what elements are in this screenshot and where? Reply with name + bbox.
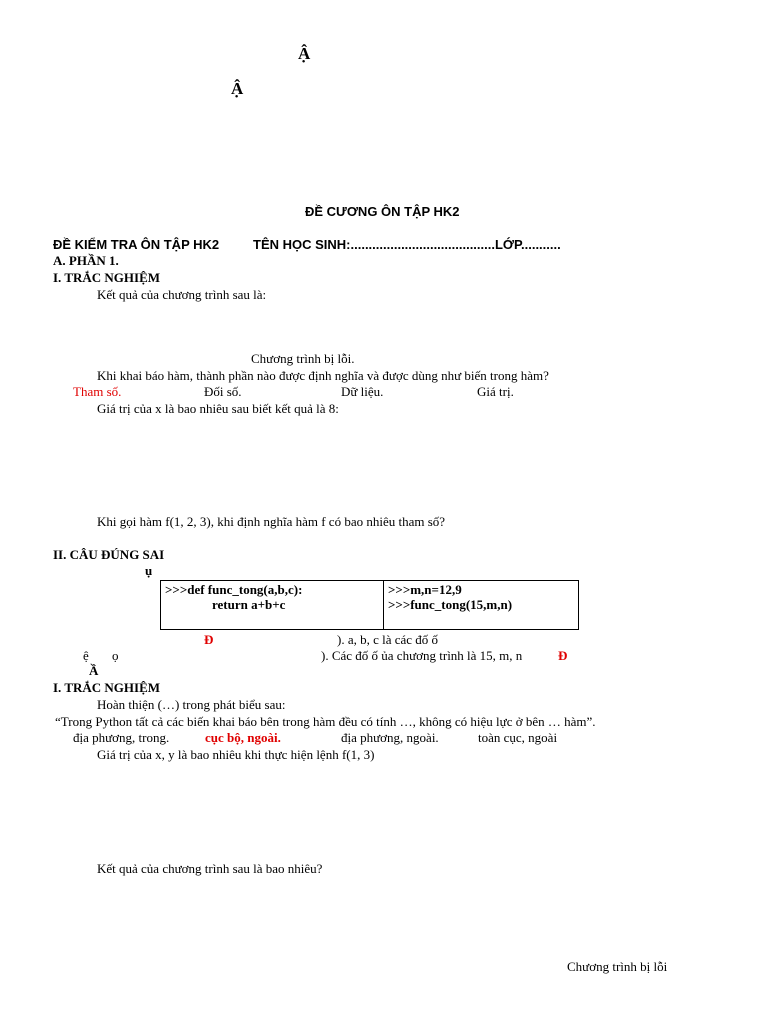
header-mark-second: Ậ — [231, 79, 244, 98]
header-mark-top: Ậ — [298, 44, 311, 63]
student-name-line: TÊN HỌC SINH:........................................LỚP........... — [253, 237, 561, 252]
exam-name: ĐỀ KIỂM TRA ÔN TẬP HK2 — [53, 237, 220, 252]
section3-q1-option-c: địa phương, ngoài. — [341, 730, 439, 745]
section1-heading: I. TRẮC NGHIỆM — [53, 270, 161, 285]
section3-question-3: Kết quả của chương trình sau là bao nhiêu? — [97, 861, 323, 876]
section1-question-2: Khi khai báo hàm, thành phần nào được định nghĩa và được dùng như biến trong hàm? — [97, 368, 549, 383]
code-line: >>>m,n=12,9 — [388, 582, 462, 597]
code-table — [160, 580, 579, 630]
section3-question-1: Hoàn thiện (…) trong phát biểu sau: — [97, 697, 286, 712]
section3-q1-option-d: toàn cục, ngoài — [478, 730, 558, 745]
statement-2-mark: Đ — [558, 648, 568, 663]
section3-heading: I. TRẮC NGHIỆM — [53, 680, 161, 695]
code-cell-left — [161, 581, 384, 630]
code-line: >>>def func_tong(a,b,c): — [165, 582, 303, 597]
section1-answer-1: Chương trình bị lỗi. — [251, 351, 355, 366]
page-title: ĐỀ CƯƠNG ÔN TẬP HK2 — [305, 204, 460, 219]
statement-1-mark: Đ — [204, 632, 214, 647]
code-line: >>>func_tong(15,m,n) — [388, 597, 513, 612]
section1-q2-option-b: Đối số. — [204, 384, 242, 399]
code-cell-right — [384, 581, 579, 630]
section1-q2-option-c: Dữ liệu. — [341, 384, 384, 399]
statement-1-text: ). a, b, c là các đố ố — [337, 632, 439, 647]
statement-2-text: ). Các đố ố ủa chương trình là 15, m, n — [321, 648, 523, 663]
section1-q2-option-a: Tham số. — [73, 384, 122, 399]
section1-question-3: Giá trị của x là bao nhiêu sau biết kết quả là 8: — [97, 401, 339, 416]
section2-heading: II. CÂU ĐÚNG SAI — [53, 547, 165, 562]
section3-q1-option-a: địa phương, trong. — [73, 730, 170, 745]
statement-2-fragment-e: ệ — [83, 648, 89, 663]
section1-question-4: Khi gọi hàm f(1, 2, 3), khi định nghĩa hàm f có bao nhiêu tham số? — [97, 514, 446, 529]
statement-3-mark: Ầ — [89, 663, 99, 678]
section1-q2-option-d: Giá trị. — [477, 384, 514, 399]
statement-2-fragment-o: ọ — [112, 648, 119, 663]
code-line: return a+b+c — [212, 597, 286, 612]
section3-answer-3: Chương trình bị lỗi — [567, 959, 668, 974]
section3-q1-option-b: cục bộ, ngoài. — [205, 730, 281, 745]
section3-question-2: Giá trị của x, y là bao nhiêu khi thực hiện lệnh f(1, 3) — [97, 747, 375, 762]
section2-mark: ụ — [145, 563, 153, 578]
section3-quote: “Trong Python tất cả các biến khai báo bên trong hàm đều có tính …, không có hiệu lực ở bên … hàm”. — [55, 714, 596, 729]
part-a-heading: A. PHẦN 1. — [53, 253, 119, 268]
section1-question-1: Kết quả của chương trình sau là: — [97, 287, 267, 302]
